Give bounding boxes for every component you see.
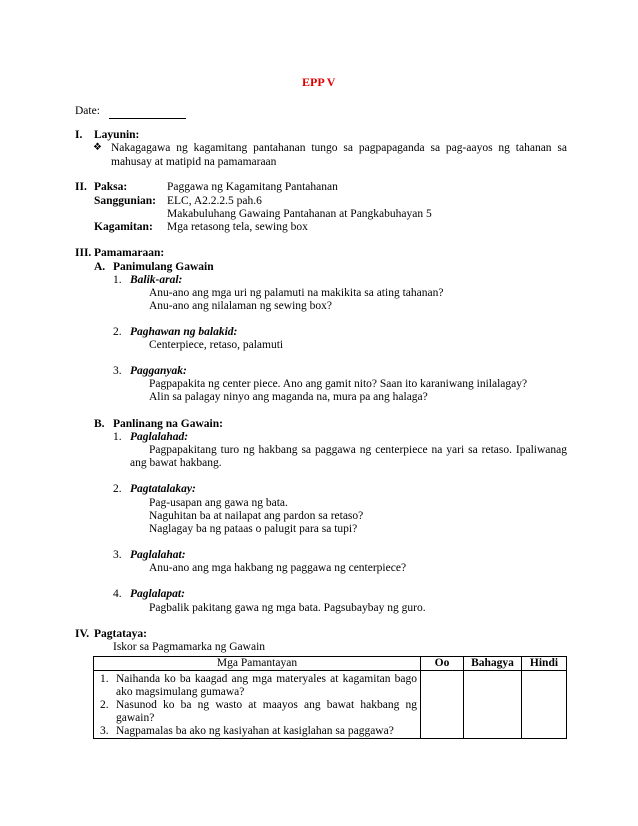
section-2-number: II. (75, 181, 87, 193)
a1-number: 1. (113, 274, 122, 286)
a1-line1: Anu-ano ang mga uri ng palamuti na makikita sa ating tahanan? (149, 287, 444, 299)
b1-line2: ang bawat hakbang. (130, 457, 222, 469)
a2-line1: Centerpiece, retaso, palamuti (149, 339, 284, 351)
part-b-heading: Panlinang na Gawain: (113, 418, 223, 430)
diamond-bullet-icon: ❖ (93, 142, 102, 153)
part-a-letter: A. (94, 261, 106, 273)
b1-number: 1. (113, 431, 122, 443)
hindi-check-cell[interactable] (522, 671, 567, 739)
bahagya-check-cell[interactable] (464, 671, 522, 739)
b2-line1: Pag-usapan ang gawa ng bata. (149, 497, 288, 509)
header-hindi: Hindi (522, 657, 567, 671)
sanggunian-label: Sanggunian: (94, 195, 157, 207)
oo-check-cell[interactable] (421, 671, 464, 739)
criterion-2 (100, 699, 417, 725)
criterion-3 (100, 725, 417, 738)
sanggunian-value-2: Makabuluhang Gawaing Pantahanan at Pangkabuhayan 5 (167, 208, 432, 220)
section-3-number: III. (75, 247, 92, 259)
a3-title: Pagganyak: (130, 365, 187, 377)
section-1-number: I. (75, 129, 83, 141)
rubric-subtitle: Iskor sa Pagmamarka ng Gawain (113, 641, 266, 653)
header-criteria: Mga Pamantayan (94, 657, 421, 671)
part-b-letter: B. (94, 418, 105, 430)
rubric-table (93, 656, 567, 739)
b2-line2: Naguhitan ba at nailapat ang pardon sa retaso? (149, 510, 364, 522)
section-4-number: IV. (75, 628, 90, 640)
section-4-heading: Pagtataya: (94, 628, 148, 640)
a2-title: Paghawan ng balakid: (130, 326, 238, 338)
section-3-heading: Pamamaraan: (94, 247, 165, 259)
criterion-1 (100, 673, 417, 699)
paksa-label: Paksa: (94, 181, 128, 193)
document-title: EPP V (302, 75, 336, 89)
criteria-cell (94, 671, 421, 739)
criterion-2-text: Nasunod ko ba ng wasto at maayos ang bawat hakbang ng gawain? (116, 699, 417, 724)
section-1-heading: Layunin: (94, 129, 140, 141)
b2-number: 2. (113, 483, 122, 495)
b2-title: Pagtatalakay: (130, 483, 196, 495)
paksa-value: Paggawa ng Kagamitang Pantahanan (167, 181, 338, 193)
date-label: Date: (75, 105, 100, 117)
a3-line1: Pagpapakita ng center piece. Ano ang gamit nito? Saan ito karaniwang inilalagay? (149, 378, 528, 390)
a1-line2: Anu-ano ang nilalaman ng sewing box? (149, 300, 332, 312)
b1-line1: Pagpapakitang turo ng hakbang sa paggawa ng centerpiece na yari sa retaso. Ipaliwanag (149, 444, 567, 456)
kagamitan-label: Kagamitan: (94, 221, 153, 233)
sanggunian-value-1: ELC, A2.2.2.5 pah.6 (167, 195, 262, 207)
a3-number: 3. (113, 365, 122, 377)
criterion-3-text: Nagpamalas ba ako ng kasiyahan at kasiglahan sa paggawa? (116, 725, 394, 737)
a1-title: Balik-aral: (130, 274, 183, 286)
b4-line1: Pagbalik pakitang gawa ng mga bata. Pagsubaybay ng guro. (149, 602, 426, 614)
criterion-2-number: 2. (100, 699, 109, 711)
a3-line2: Alin sa palagay ninyo ang maganda na, mura pa ang halaga? (149, 391, 428, 403)
date-blank-line[interactable] (109, 118, 186, 119)
b2-line3: Naglagay ba ng pataas o palugit para sa tupi? (149, 523, 358, 535)
rubric-header-row (94, 657, 567, 671)
header-oo: Oo (421, 657, 464, 671)
criterion-1-text: Naihanda ko ba kaagad ang mga materyales at kagamitan bago ako magsimulang gumawa? (116, 673, 417, 698)
objective-text-line1: Nakagagawa ng kagamitang pantahanan tungo sa pagpapaganda sa pag-aayos ng tahanan sa (111, 142, 567, 154)
b4-number: 4. (113, 588, 122, 600)
objective-text-line2: mahusay at matipid na pamamaraan (111, 156, 277, 168)
table-row (94, 671, 567, 739)
b1-title: Paglalahad: (130, 431, 189, 443)
b3-number: 3. (113, 549, 122, 561)
kagamitan-value: Mga retasong tela, sewing box (167, 221, 308, 233)
a2-number: 2. (113, 326, 122, 338)
criterion-3-number: 3. (100, 725, 109, 737)
part-a-heading: Panimulang Gawain (113, 261, 214, 273)
b3-title: Paglalahat: (130, 549, 186, 561)
b3-line1: Anu-ano ang mga hakbang ng paggawa ng centerpiece? (149, 562, 407, 574)
b4-title: Paglalapat: (130, 588, 185, 600)
criterion-1-number: 1. (100, 673, 109, 685)
header-bahagya: Bahagya (464, 657, 522, 671)
